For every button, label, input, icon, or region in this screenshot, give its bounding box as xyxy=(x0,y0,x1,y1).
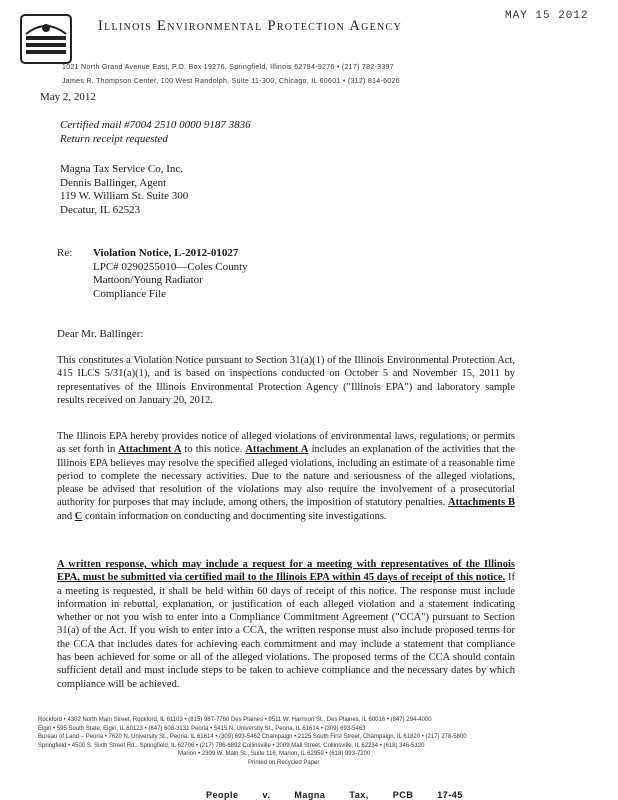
lpc-number: LPC# 0290255010—Coles County xyxy=(93,260,248,273)
attachment-c-reference: C xyxy=(74,510,83,522)
agency-address-chicago: James R. Thompson Center, 100 West Randolph, Suite 11-300, Chicago, IL 60601 • (312) 814-6026 xyxy=(62,78,400,85)
paragraph-violation-notice: This constitutes a Violation Notice pursuant to Section 31(a)(1) of the Illinois Environmental Protection Act, 415 ILCS 5/31(a)(1), and is based on inspections conducted on October 5 and November 15, 2011 by representatives of the Illinois Environmental Protection Agency ("Illinois EPA") and laboratory sample results received on January 20, 2012. xyxy=(57,355,515,406)
addressee-block xyxy=(60,163,188,217)
attachment-a-reference: Attachment A xyxy=(118,444,182,456)
addressee-street: 119 W. William St. Suite 300 xyxy=(60,190,189,202)
regional-offices-footer xyxy=(38,716,588,767)
re-block xyxy=(93,247,248,301)
addressee-agent: Dennis Ballinger, Agent xyxy=(60,176,167,189)
paragraph-alleged-violations: The Illinois EPA hereby provides notice of alleged violations of environmental laws, regulations, or permits as set forth in Attachment A to this notice. Attachment A includes an explanation of the activities that the Illinois EPA believes may resolve the specified alleged violations, including an estimate of a reasonable time period to complete the necessary activities. Due to the nature and seriousness of the alleged violations, please be advised that resolution of the violations may also require the involvement of a prosecutorial authority for purposes that may include, among others, the imposition of statutory penalties. Attachments B and C contain information on conducting and documenting site investigations. xyxy=(57,431,516,522)
case-caption-footer: People v. Magna Tax, PCB 17-45 xyxy=(206,790,463,800)
attachment-b-reference: Attachments B xyxy=(448,497,515,509)
certified-mail-number: Certified mail #7004 2510 0000 9187 3836 xyxy=(60,119,251,131)
footer-line: Printed on Recycled Paper xyxy=(248,759,320,766)
footer-line: Elgin • 595 South State, Elgin, IL 60123 • (847) 608-3131 Peoria • 5415 N. University St., Peoria, IL 61614 • (309) 693-5463 xyxy=(38,725,366,732)
agency-address-springfield: 1021 North Grand Avenue East, P.O. Box 19276, Springfield, Illinois 62794-9276 • (217) 782-3397 xyxy=(62,64,394,71)
addressee-company: Magna Tax Service Co, Inc. xyxy=(60,163,184,175)
agency-name: Illinois Environmental Protection Agency xyxy=(98,18,403,34)
paragraph-written-response: A written response, which may include a request for a meeting with representatives of the Illinois EPA, must be submitted via certified mail to the Illinois EPA within 45 days of receipt of this notice. If a meeting is requested, it shall be held within 60 days of receipt of this notice. The response must include information in rebuttal, explanation, or justification of each alleged violation and a statement indicating whether or not you wish to enter into a Compliance Commitment Agreement ("CCA") pursuant to Section 31(a) of the Act. If you wish to enter into a CCA, the written response must also include proposed terms for the CCA that includes dates for achieving each commitment and may include a statement that compliance has been achieved for some or all of the alleged violations. The proposed terms of the CCA should contain sufficient detail and must include steps to be taken to achieve compliance and the necessary dates by which compliance will be achieved. xyxy=(57,559,515,690)
footer-line: Bureau of Land – Peoria • 7620 N. University St., Peoria, IL 61614 • (309) 693-5462 Champaign • 2125 South First Street, Champaign, IL 61820 • (217) 278-5800 xyxy=(38,734,467,740)
file-type: Compliance File xyxy=(93,287,167,300)
footer-line: Springfield • 4500 S. Sixth Street Rd., Springfield, IL 62706 • (217) 786-6892 Collinsville • 2009 Mall Street, Collinsville, IL 62234 • (618) 346-5120 xyxy=(38,742,425,749)
violation-notice-number: Violation Notice, L-2012-01027 xyxy=(93,247,239,259)
illinois-epa-seal-logo xyxy=(20,14,72,64)
footer-line: Rockford • 4302 North Main Street, Rockford, IL 61103 • (815) 987-7760 Des Plaines • 9511 W. Harrison St., Des Plaines, IL 60016 • (847) 294-4000 xyxy=(38,717,432,723)
letter-date: May 2, 2012 xyxy=(40,91,96,103)
written-response-requirement: A written response, which may include a request for a meeting with representatives of the Illinois EPA, must be submitted via certified mail to the Illinois EPA within 45 days of receipt of this notice. xyxy=(57,559,515,584)
attachment-a-reference: Attachment A xyxy=(245,444,309,456)
site-name: Mattoon/Young Radiator xyxy=(93,274,203,286)
re-label: Re: xyxy=(57,247,73,259)
received-date-stamp: MAY 15 2012 xyxy=(505,10,589,22)
addressee-city: Decatur, IL 62523 xyxy=(60,203,141,216)
salutation: Dear Mr. Ballinger: xyxy=(57,328,144,340)
footer-line: Marion • 2309 W. Main St., Suite 116, Marion, IL 62959 • (618) 993-7200 xyxy=(178,751,371,757)
return-receipt-note: Return receipt requested xyxy=(60,133,168,145)
